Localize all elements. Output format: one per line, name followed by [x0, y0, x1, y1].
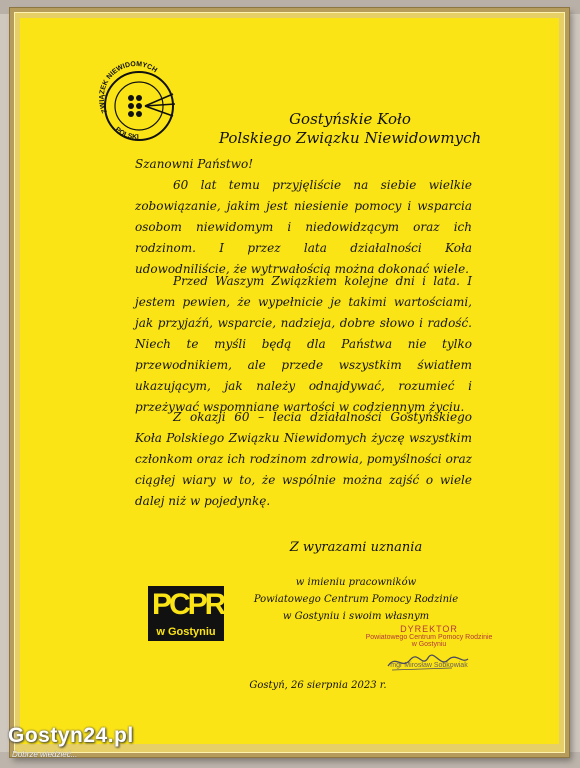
svg-text:POLSKI — [114, 126, 139, 141]
sender-line-3: w Gostyniu i swoim własnym — [282, 611, 430, 622]
document-heading — [170, 110, 530, 148]
letter-paragraph-3 — [135, 407, 472, 512]
stamp-line-2: w Gostyniu — [411, 641, 447, 648]
letter-salutation: Szanowni Państwo! — [135, 157, 254, 171]
paragraph-1-text: 60 lat temu przyjęliście na siebie wielkie zobowiązanie, jakim jest niesienie pomocy i wsparcia osobom niewidomym i niedowidzącym oraz ich rodzinom. I przez lata działalności Koła udowodniliście, że wytrwałością można dokonać wiele. — [135, 178, 472, 276]
logo-bottom-text: POLSKI — [113, 126, 139, 142]
letter-paragraph-2 — [135, 271, 472, 418]
stamp-title: DYREKTOR — [400, 624, 458, 634]
logo-circle-text: ZWIĄZEK NIEWIDOMYCH — [98, 60, 159, 114]
sender-line-2: Powiatowego Centrum Pomocy Rodzinie — [253, 594, 459, 605]
stamp-name: mgr Mirosław Sobkowiak — [390, 662, 468, 669]
pcpr-logo — [148, 586, 224, 641]
heading-line-1: Gostyńskie Koło — [289, 110, 411, 128]
heading-line-2: Polskiego Związku Niewidowmych — [218, 129, 482, 147]
site-tagline: Dobrze wiedzieć... — [12, 750, 78, 759]
pcpr-logo-letters: PCPR — [152, 588, 224, 621]
pcpr-logo-subtitle: w Gostyniu — [156, 626, 216, 638]
paragraph-3-text: Z okazji 60 – lecia działalności Gostyńskiego Koła Polskiego Związku Niewidomych życzę wszystkim członkom oraz ich rodzinom zdrowia, pomyślności oraz ciągłej wiary w to, że wspólnie można zajść o wiele dalej niż w pojedynkę. — [135, 410, 472, 508]
sender-block — [232, 574, 480, 625]
stamp-line-1: Powiatowego Centrum Pomocy Rodzinie — [365, 634, 493, 641]
document-date: Gostyń, 26 sierpnia 2023 r. — [249, 680, 387, 691]
paragraph-2-text: Przed Waszym Związkiem kolejne dni i lata. I jestem pewien, że wypełnicie je takimi wartościami, jak przyjaźń, wsparcie, nadzieja, dobre słowo i radość. Niech te myśli będą dla Państwa nie tylko przewodnikiem, ale przede wszystkim światłem ukazującym, jak należy odnajdywać, rozumieć i przeżywać wspomniane wartości w codziennym życiu. — [135, 274, 472, 414]
site-watermark: Gostyn24.pl — [8, 724, 134, 747]
sender-line-1: w imieniu pracowników — [295, 577, 417, 588]
letter-paragraph-1 — [135, 175, 472, 280]
closing-phrase: Z wyrazami uznania — [289, 540, 423, 555]
handwritten-signature-icon — [382, 650, 472, 674]
